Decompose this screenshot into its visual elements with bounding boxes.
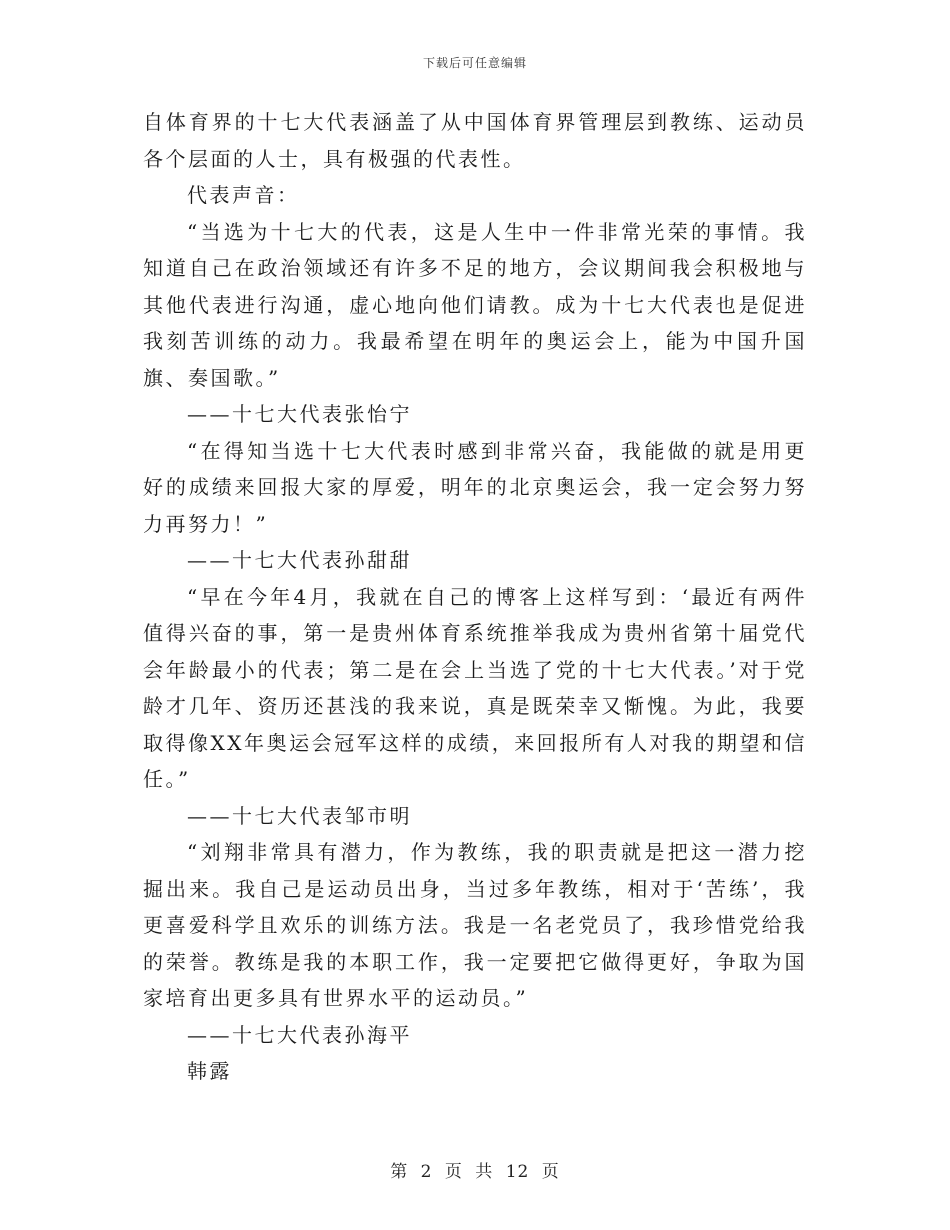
quote-attribution: ——十七大代表邹市明 [187,803,412,828]
quote-attribution: ——十七大代表孙海平 [187,1022,412,1047]
quote-paragraph: “当选为十七大的代表，这是人生中一件非常光荣的事情。我知道自己在政治领域还有许多不足的地方，会议期间我会积极地与其他代表进行沟通，虚心地向他们请教。成为十七大代表也是促进我刻苦训练的动力。我最希望在明年的奥运会上，能为中国升国旗、奏国歌。” [143,219,807,390]
quote-attribution: ——十七大代表张怡宁 [187,402,412,426]
quote-attribution: ——十七大代表孙甜甜 [187,548,412,572]
quote-paragraph: “早在今年4月，我就在自己的博客上这样写到：‘最近有两件值得兴奋的事，第一是贵州体育系统推举我成为贵州省第十届党代会年龄最小的代表；第二是在会上当选了党的十七大代表。’对于党龄才几年、资历还甚浅的我来说，真是既荣幸又惭愧。为此，我要取得像XX年奥运会冠军这样的成绩，来回报所有人对我的期望和信任。” [143,584,807,791]
quote-paragraph: “在得知当选十七大代表时感到非常兴奋，我能做的就是用更好的成绩来回报大家的厚爱，明年的北京奥运会，我一定会努力努力再努力！” [143,438,807,536]
name-line: 韩露 [187,1059,232,1083]
document-body [143,104,807,1090]
quote-paragraph: “刘翔非常具有潜力，作为教练，我的职责就是把这一潜力挖掘出来。我自己是运动员出身，当过多年教练，相对于‘苦练’，我更喜爱科学且欢乐的训练方法。我是一名老党员了，我珍惜党给我的荣誉。教练是我的本职工作，我一定要把它做得更好，争取为国家培育出更多具有世界水平的运动员。” [143,840,807,1010]
section-heading: 代表声音： [187,183,300,207]
page-footer: 第 2 页 共 12 页 [390,1162,560,1182]
page-header: 下载后可任意编辑 [422,56,527,70]
paragraph-intro: 自体育界的十七大代表涵盖了从中国体育界管理层到教练、运动员各个层面的人士，具有极强的代表性。 [143,110,807,171]
